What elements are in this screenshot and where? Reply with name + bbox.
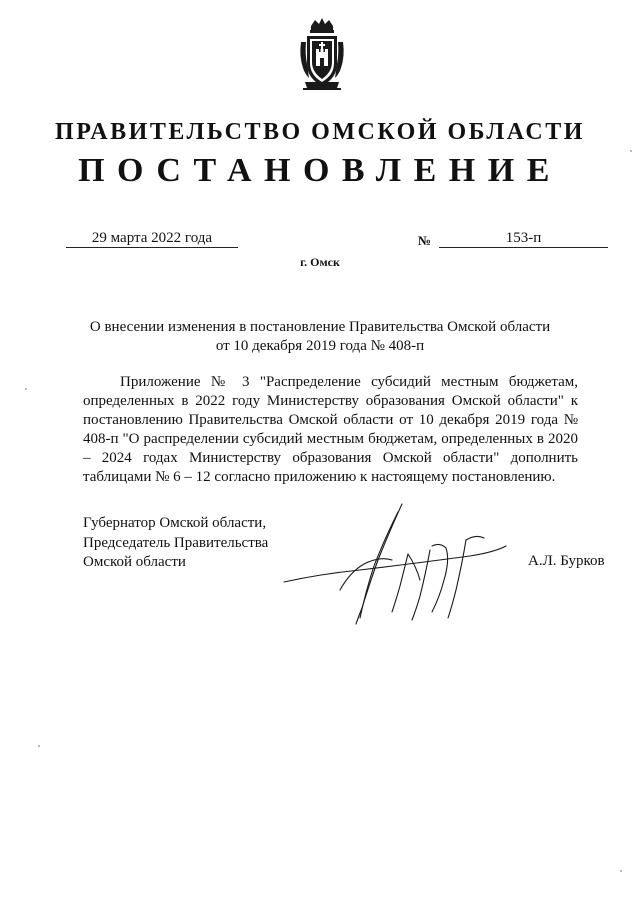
signer-position-line-1: Губернатор Омской области, [83, 515, 267, 531]
document-city: г. Омск [300, 255, 340, 269]
omsk-coat-of-arms-icon [297, 16, 347, 92]
scan-speck [25, 388, 27, 390]
scan-speck [38, 745, 40, 747]
subject-line-2: от 10 декабря 2019 года № 408-п [215, 338, 425, 354]
scan-speck [620, 870, 622, 872]
document-type-title: ПОСТАНОВЛЕНИЕ [78, 152, 562, 189]
number-sign: № [418, 233, 432, 248]
signer-position-line-2: Председатель Правительства [83, 534, 269, 551]
document-subject [60, 318, 580, 356]
scan-speck [630, 150, 632, 152]
handwritten-signature-icon [280, 500, 510, 630]
body-paragraph: Приложение № 3 "Распределение субсидий местным бюджетам, определенных в 2022 году Министерству образования Омской области" к постановлению Правительства Омской области от 10 декабря 2019 года № 408-п "О распределении субсидий местным бюджетам, определенных в 2020 – 2024 годах Министерству образования Омской области" дополнить таблицами № 6 – 12 согласно приложению к настоящему постановлению. [83, 374, 578, 485]
subject-line-1: О внесении изменения в постановление Правительства Омской области [89, 319, 551, 335]
signer-position-line-3: Омской области [83, 554, 186, 570]
signer-name: А.Л. Бурков [528, 553, 605, 569]
government-title: ПРАВИТЕЛЬСТВО ОМСКОЙ ОБЛАСТИ [55, 119, 585, 145]
document-date: 29 марта 2022 года [66, 229, 238, 248]
signer-position [83, 514, 268, 573]
document-number: 153-п [439, 229, 608, 248]
